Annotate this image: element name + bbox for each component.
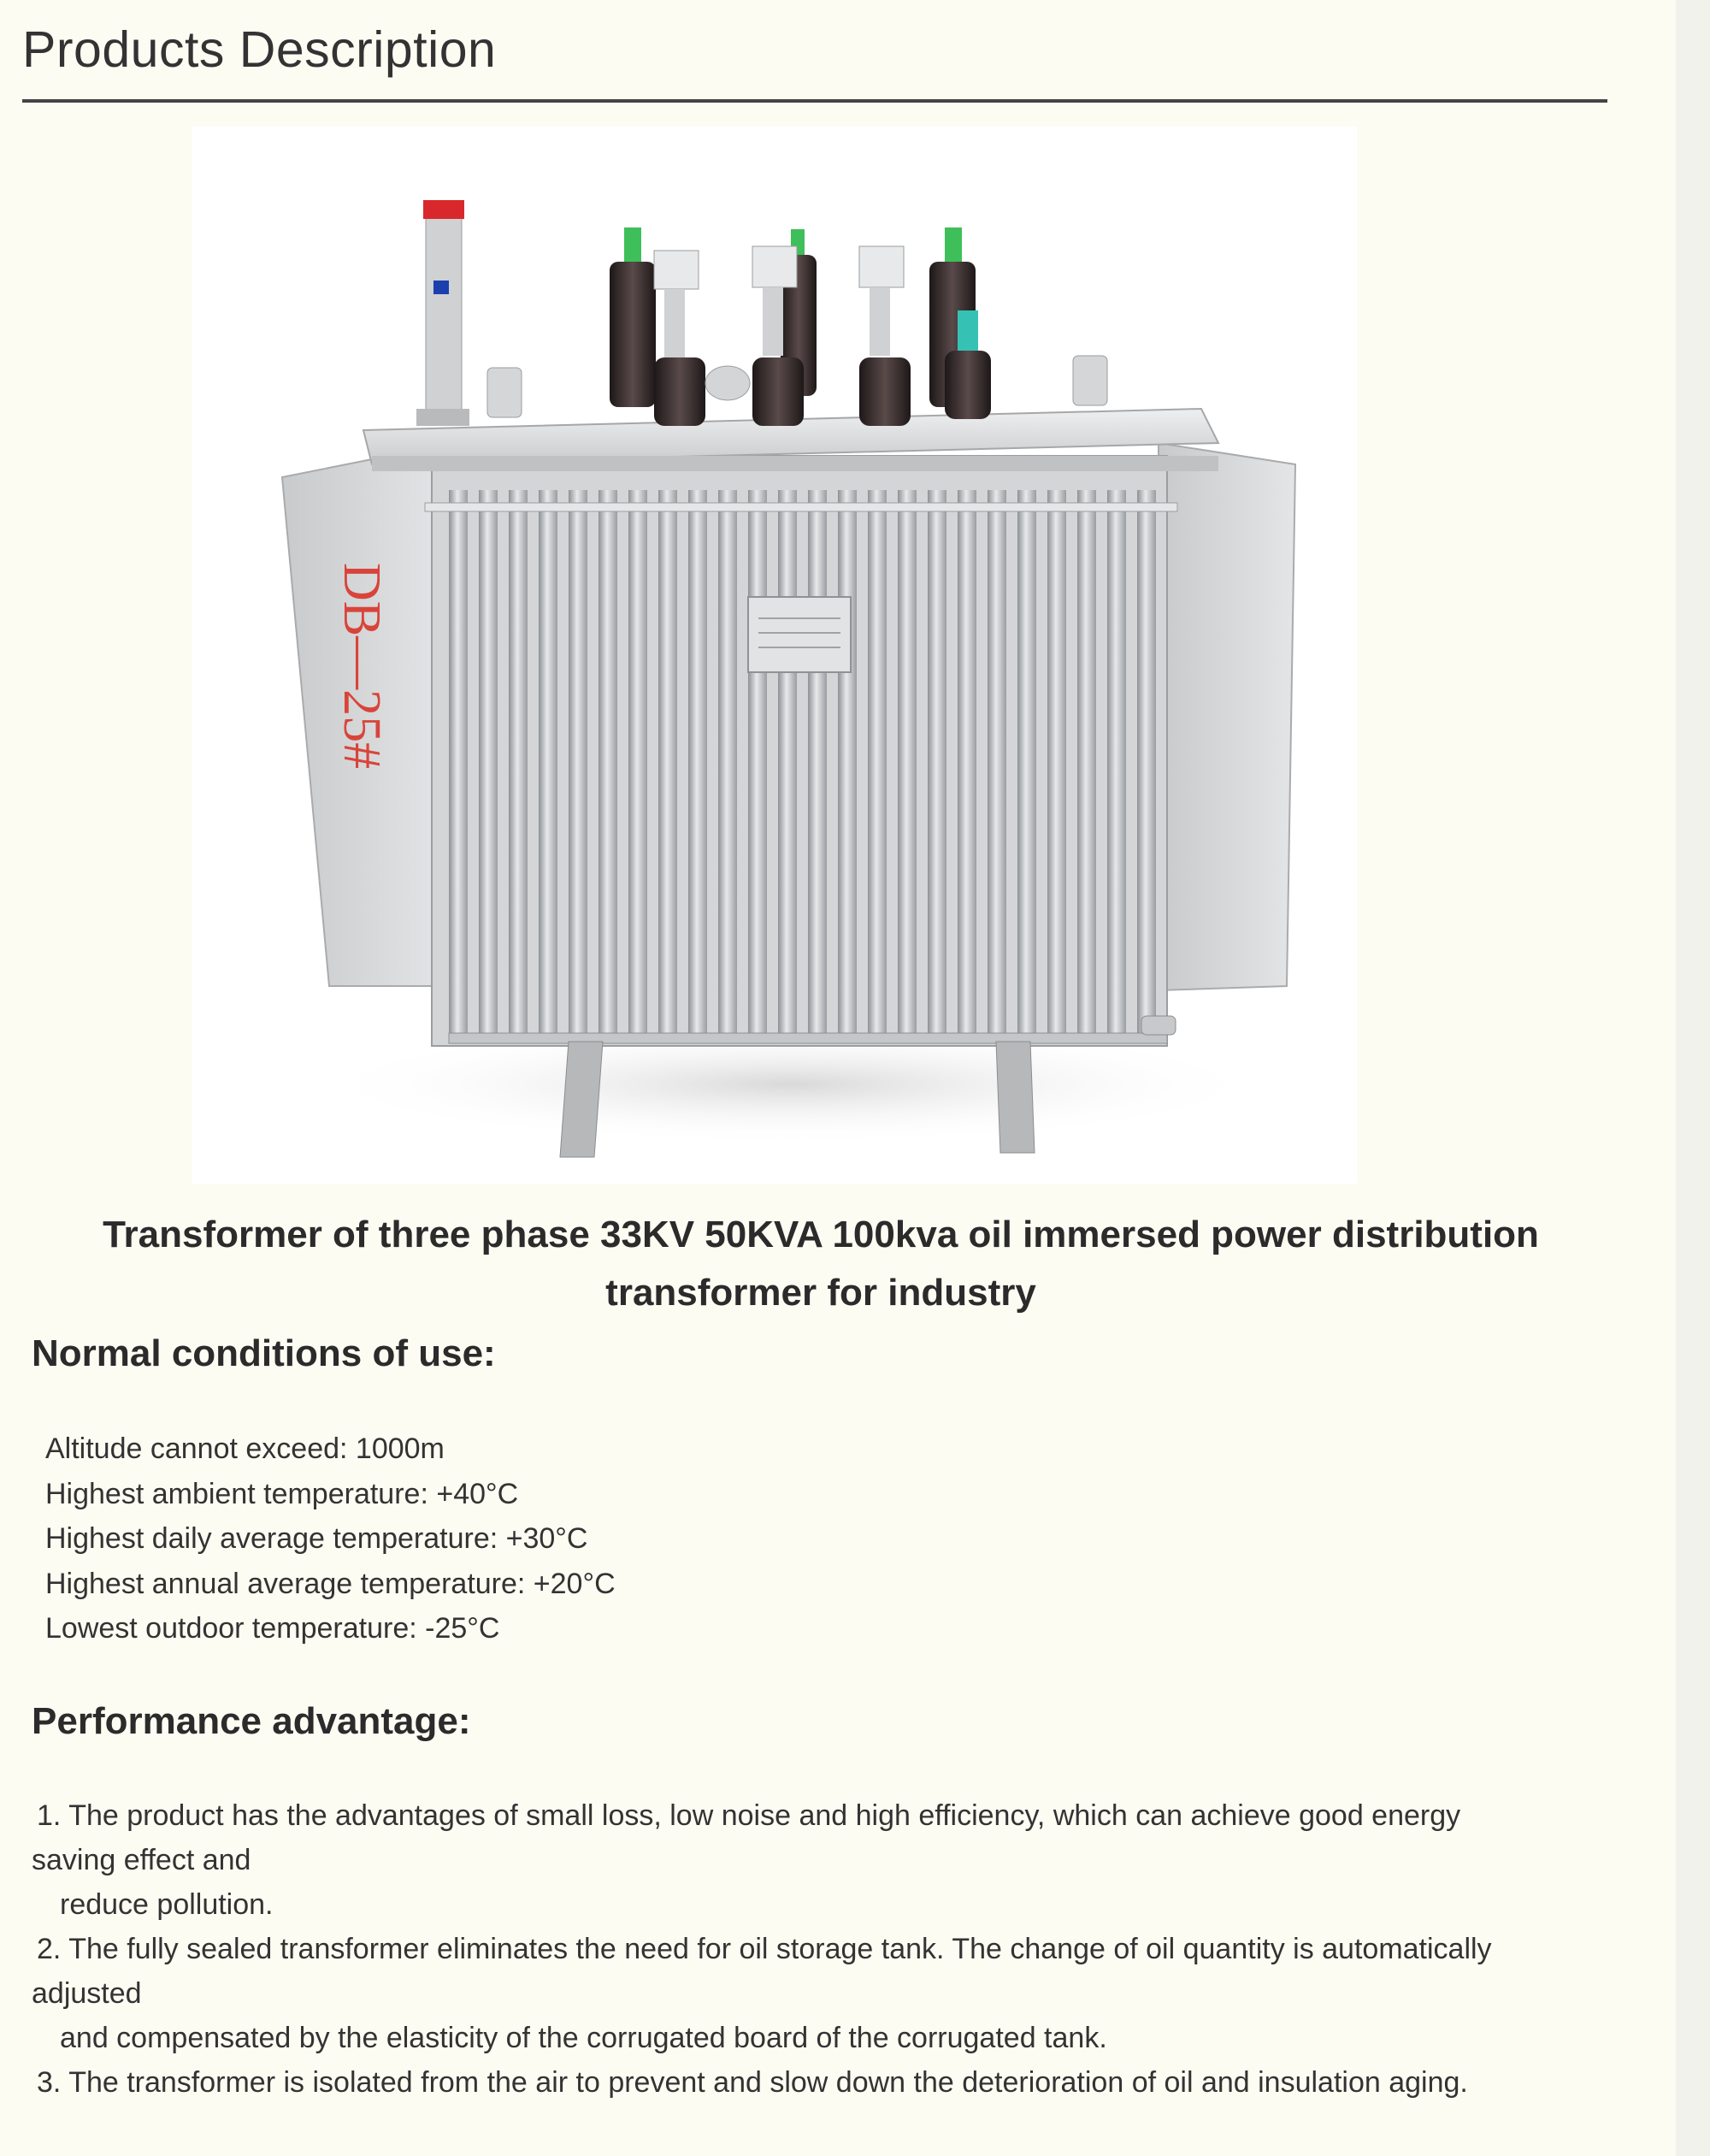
page-title: Products Description xyxy=(22,21,497,78)
list-item: Lowest outdoor temperature: -25°C xyxy=(45,1612,500,1645)
list-item: Highest daily average temperature: +30°C xyxy=(45,1522,588,1555)
list-item: 2. The fully sealed transformer eliminates the need for oil storage tank. The change of oil quantity is automatically xyxy=(37,1933,1492,1965)
bottom-rail xyxy=(449,1033,1167,1043)
list-item: Highest annual average temperature: +20°C xyxy=(45,1567,616,1600)
list-item-continuation: reduce pollution. xyxy=(60,1888,274,1921)
lifting-lug-left xyxy=(487,368,522,417)
pipe-base xyxy=(416,409,469,426)
list-item-continuation: saving effect and xyxy=(32,1844,251,1876)
breather-pipe xyxy=(426,208,462,417)
tank-label: DB—25# xyxy=(333,563,391,770)
lid-edge xyxy=(372,456,1218,471)
list-item-continuation: adjusted xyxy=(32,1977,142,2010)
list-item: 1. The product has the advantages of small loss, low noise and high efficiency, which can achieve good energy xyxy=(37,1799,1461,1832)
breather-mark xyxy=(433,281,449,294)
nameplate xyxy=(748,597,851,672)
conditions-heading: Normal conditions of use: xyxy=(32,1332,496,1374)
title-divider xyxy=(22,99,1607,103)
transformer-illustration xyxy=(192,127,1357,1184)
pressure-valve xyxy=(705,366,750,400)
top-rail xyxy=(425,503,1177,511)
right-side-panel xyxy=(1159,443,1295,990)
list-item-continuation: and compensated by the elasticity of the corrugated board of the corrugated tank. xyxy=(60,2022,1107,2054)
product-title: Transformer of three phase 33KV 50KVA 100kva oil immersed power distribution transformer for industry xyxy=(103,1214,1539,1314)
right-scroll-strip xyxy=(1676,0,1710,2156)
performance-list xyxy=(32,1793,1639,2105)
conditions-list xyxy=(45,1427,616,1651)
performance-heading: Performance advantage: xyxy=(32,1700,471,1742)
list-item: Highest ambient temperature: +40°C xyxy=(45,1477,519,1510)
foot-right xyxy=(996,1042,1035,1153)
lifting-lug-right xyxy=(1073,356,1107,405)
list-item: 3. The transformer is isolated from the air to prevent and slow down the deterioration of oil and insulation aging. xyxy=(37,2066,1468,2099)
breather-cap xyxy=(423,200,464,219)
list-item: Altitude cannot exceed: 1000m xyxy=(45,1432,445,1465)
drain-valve xyxy=(1141,1016,1176,1035)
product-photo xyxy=(192,127,1357,1184)
